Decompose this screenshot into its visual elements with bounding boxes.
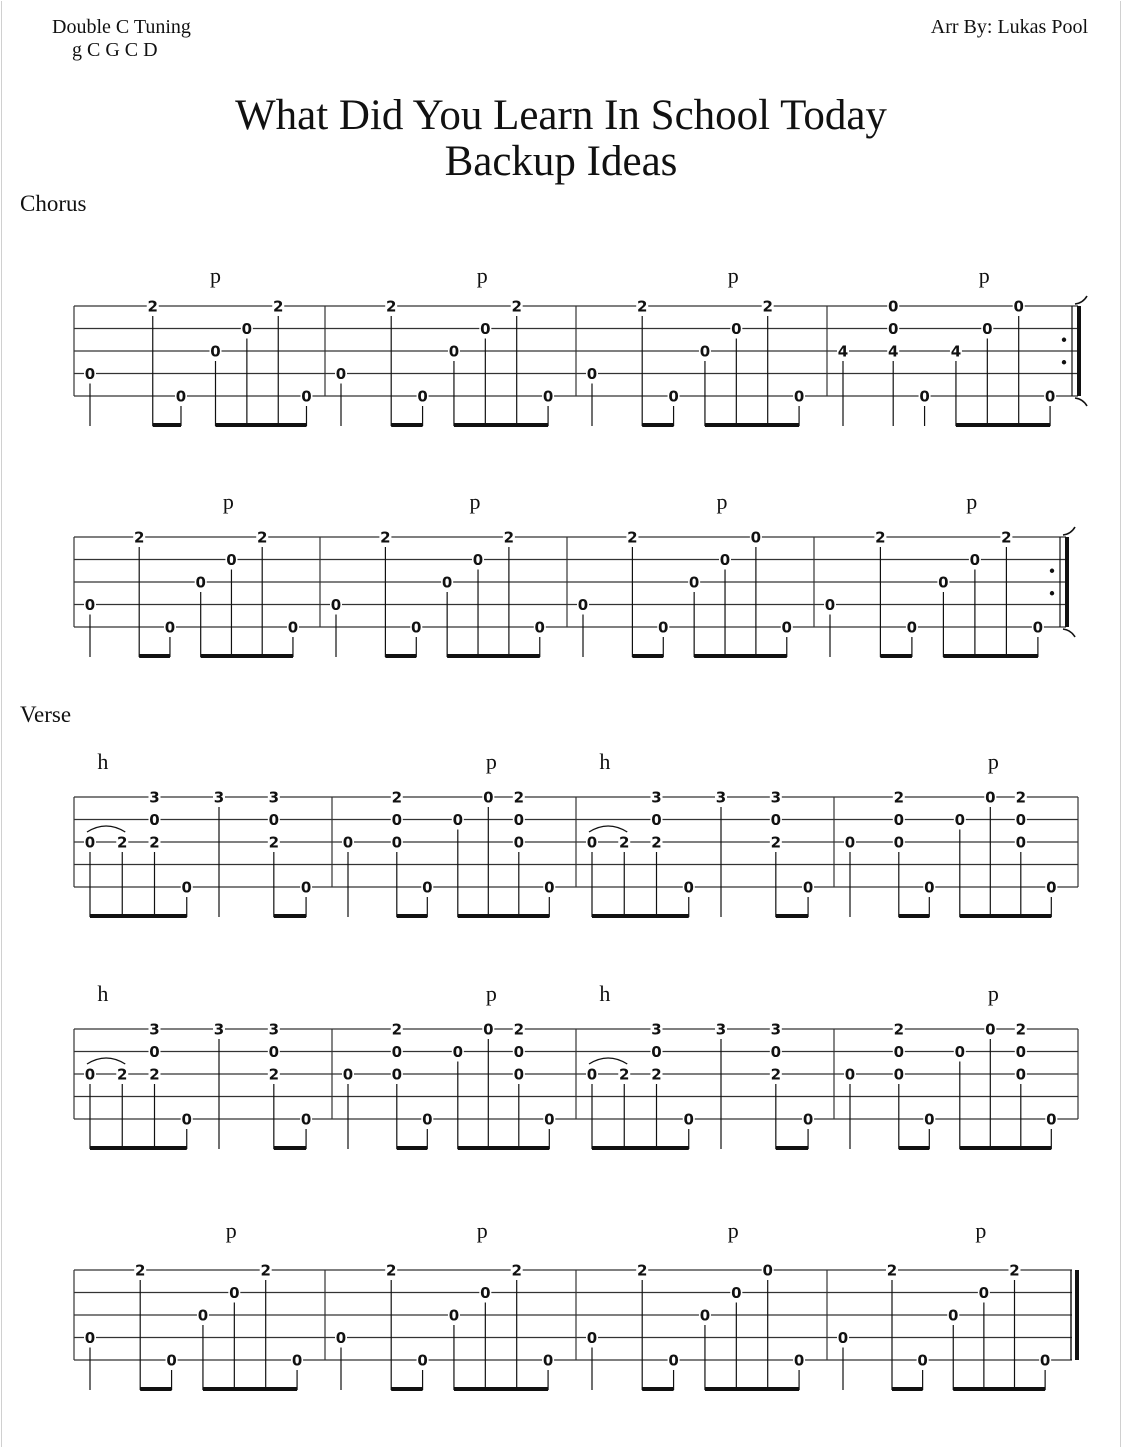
fret-number: 0 xyxy=(683,1110,694,1129)
hammer-on-mark: h xyxy=(97,749,109,774)
fret-number: 0 xyxy=(84,365,96,383)
fret-number: 0 xyxy=(837,1329,849,1347)
fret-number: 0 xyxy=(391,1065,403,1084)
fret-number: 0 xyxy=(472,551,484,569)
repeat-dot xyxy=(1062,360,1066,364)
fret-number: 0 xyxy=(452,1043,464,1061)
fret-number: 0 xyxy=(586,1065,598,1084)
fret-number: 0 xyxy=(513,1043,525,1061)
note-beam xyxy=(632,654,663,658)
fret-number: 0 xyxy=(938,573,949,592)
fret-number: 0 xyxy=(542,1351,554,1370)
slur-arc xyxy=(589,826,627,832)
fret-number: 2 xyxy=(651,1065,662,1084)
note-beam xyxy=(139,654,170,658)
fret-number: 2 xyxy=(893,1020,905,1039)
note-beam xyxy=(899,914,930,918)
fret-number: 2 xyxy=(511,1261,522,1280)
fret-number: 2 xyxy=(619,833,630,852)
note-beam xyxy=(216,423,307,427)
fret-number: 3 xyxy=(715,1020,727,1039)
fret-number: 0 xyxy=(651,811,662,829)
note-beam xyxy=(274,914,306,918)
fret-number: 0 xyxy=(417,387,428,406)
fret-number: 0 xyxy=(195,573,206,592)
note-beam xyxy=(892,1387,923,1391)
fret-number: 0 xyxy=(1046,878,1057,897)
fret-number: 0 xyxy=(513,811,525,829)
fret-number: 0 xyxy=(969,551,981,569)
fret-number: 0 xyxy=(175,387,187,406)
fret-number: 0 xyxy=(844,833,856,852)
fret-number: 0 xyxy=(793,387,805,406)
fret-number: 0 xyxy=(197,1306,209,1325)
fret-number: 2 xyxy=(886,1261,898,1280)
fret-number: 0 xyxy=(330,596,342,614)
fret-number: 0 xyxy=(291,1351,303,1370)
fret-number: 0 xyxy=(982,320,993,338)
hammer-on-mark: h xyxy=(97,981,109,1006)
repeat-wing xyxy=(1063,527,1075,535)
fret-number: 0 xyxy=(1015,1065,1027,1084)
fret-number: 2 xyxy=(268,833,280,852)
fret-number: 3 xyxy=(715,788,727,807)
note-beam xyxy=(776,1146,808,1150)
fret-number: 0 xyxy=(917,1351,928,1370)
fret-number: 2 xyxy=(893,788,905,807)
fret-number: 0 xyxy=(391,811,403,829)
fret-number: 2 xyxy=(133,528,145,547)
fret-number: 0 xyxy=(335,365,347,383)
fret-number: 0 xyxy=(300,878,312,897)
fret-number: 0 xyxy=(750,528,762,547)
note-beam xyxy=(90,1146,187,1150)
fret-number: 0 xyxy=(1015,833,1027,852)
fret-number: 0 xyxy=(483,1020,494,1039)
fret-number: 2 xyxy=(513,788,525,807)
fret-number: 0 xyxy=(287,618,299,637)
fret-number: 0 xyxy=(985,788,996,807)
fret-number: 0 xyxy=(84,833,96,852)
fret-number: 2 xyxy=(385,297,397,316)
fret-number: 2 xyxy=(1009,1261,1020,1280)
fret-number: 0 xyxy=(1044,387,1056,406)
fret-number: 0 xyxy=(422,878,433,897)
pull-off-mark: p xyxy=(210,263,221,288)
pull-off-mark: p xyxy=(987,981,999,1006)
note-beam xyxy=(140,1387,171,1391)
fret-number: 0 xyxy=(301,387,312,406)
fret-number: 0 xyxy=(954,1043,966,1061)
fret-number: 2 xyxy=(511,297,522,316)
pull-off-mark: p xyxy=(225,1218,237,1243)
fret-number: 0 xyxy=(719,551,731,569)
note-beam xyxy=(203,1387,297,1391)
fret-number: 0 xyxy=(480,1284,491,1302)
fret-number: 2 xyxy=(134,1261,146,1280)
slur-arc xyxy=(87,1058,125,1064)
slur-arc xyxy=(87,826,125,832)
note-beam xyxy=(385,654,416,658)
fret-number: 0 xyxy=(452,811,464,829)
note-beam xyxy=(642,423,673,427)
fret-number: 2 xyxy=(385,1261,397,1280)
fret-number: 2 xyxy=(770,833,782,852)
note-beam xyxy=(880,654,912,658)
section-label-verse: Verse xyxy=(20,702,72,727)
fret-number: 0 xyxy=(544,1110,555,1129)
fret-number: 0 xyxy=(586,1329,598,1347)
fret-number: 0 xyxy=(586,833,598,852)
fret-number: 0 xyxy=(781,618,792,637)
fret-number: 2 xyxy=(117,833,128,852)
fret-number: 0 xyxy=(978,1284,990,1302)
fret-number: 2 xyxy=(149,833,160,852)
fret-number: 0 xyxy=(84,1329,96,1347)
note-beam xyxy=(391,423,422,427)
fret-number: 0 xyxy=(844,1065,856,1084)
fret-number: 0 xyxy=(84,1065,96,1084)
pull-off-mark: p xyxy=(485,749,497,774)
fret-number: 0 xyxy=(688,573,700,592)
fret-number: 0 xyxy=(181,1110,192,1129)
fret-number: 0 xyxy=(441,573,453,592)
note-beam xyxy=(956,423,1050,427)
note-beam xyxy=(391,1387,422,1391)
note-beam xyxy=(458,914,550,918)
repeat-wing xyxy=(1075,398,1087,406)
fret-number: 3 xyxy=(149,1020,160,1039)
note-beam xyxy=(943,654,1038,658)
fret-number: 2 xyxy=(391,788,403,807)
repeat-dot xyxy=(1062,338,1066,342)
note-beam xyxy=(899,1146,930,1150)
fret-number: 0 xyxy=(1039,1351,1051,1370)
pull-off-mark: p xyxy=(727,263,739,288)
page-title: What Did You Learn In School Today xyxy=(235,92,887,139)
note-beam xyxy=(776,914,808,918)
pull-off-mark: p xyxy=(476,1218,488,1243)
repeat-dot xyxy=(1050,591,1054,595)
pull-off-mark: p xyxy=(987,749,999,774)
tuning-notes: g C G C D xyxy=(72,39,158,61)
fret-number: 2 xyxy=(380,528,391,547)
fret-number: 2 xyxy=(1001,528,1012,547)
arranger-credit: Arr By: Lukas Pool xyxy=(930,16,1088,38)
fret-number: 3 xyxy=(651,788,662,807)
fret-number: 0 xyxy=(762,1261,773,1280)
note-beam xyxy=(90,914,187,918)
pull-off-mark: p xyxy=(975,1218,987,1243)
fret-number: 0 xyxy=(544,878,555,897)
fret-number: 2 xyxy=(513,1020,525,1039)
fret-number: 3 xyxy=(149,788,160,807)
fret-number: 0 xyxy=(1015,811,1027,829)
fret-number: 0 xyxy=(534,618,545,637)
fret-number: 0 xyxy=(513,1065,525,1084)
fret-number: 0 xyxy=(954,811,966,829)
pull-off-mark: p xyxy=(966,489,978,514)
fret-number: 0 xyxy=(802,878,814,897)
pull-off-mark: p xyxy=(727,1218,739,1243)
fret-number: 0 xyxy=(893,1065,905,1084)
note-beam xyxy=(447,654,540,658)
fret-number: 3 xyxy=(770,788,782,807)
fret-number: 0 xyxy=(985,1020,996,1039)
fret-number: 0 xyxy=(268,1043,280,1061)
fret-number: 0 xyxy=(166,1351,177,1370)
fret-number: 0 xyxy=(887,320,899,338)
fret-number: 0 xyxy=(1013,297,1024,316)
fret-number: 0 xyxy=(422,1110,433,1129)
section-label-chorus: Chorus xyxy=(20,191,87,216)
pull-off-mark: p xyxy=(485,981,497,1006)
fret-number: 0 xyxy=(658,618,669,637)
fret-number: 3 xyxy=(213,1020,225,1039)
fret-number: 3 xyxy=(770,1020,782,1039)
note-beam xyxy=(153,423,181,427)
hammer-on-mark: h xyxy=(599,981,611,1006)
fret-number: 4 xyxy=(950,342,962,361)
fret-number: 2 xyxy=(619,1065,630,1084)
fret-number: 0 xyxy=(586,365,598,383)
fret-number: 0 xyxy=(226,551,237,569)
repeat-wing xyxy=(1075,296,1087,304)
page-subtitle: Backup Ideas xyxy=(444,138,678,185)
fret-number: 2 xyxy=(875,528,886,547)
fret-number: 2 xyxy=(627,528,638,547)
fret-number: 4 xyxy=(887,342,899,361)
fret-number: 3 xyxy=(268,1020,280,1039)
fret-number: 0 xyxy=(802,1110,814,1129)
fret-number: 0 xyxy=(919,387,930,406)
fret-number: 0 xyxy=(668,387,679,406)
note-beam xyxy=(642,1387,673,1391)
fret-number: 2 xyxy=(260,1261,271,1280)
fret-number: 0 xyxy=(391,1043,403,1061)
slur-arc xyxy=(589,1058,627,1064)
note-beam xyxy=(592,914,689,918)
repeat-dot xyxy=(1050,569,1054,573)
repeat-wing xyxy=(1063,629,1075,637)
fret-number: 2 xyxy=(1015,1020,1027,1039)
fret-number: 0 xyxy=(241,320,253,338)
fret-number: 0 xyxy=(542,387,554,406)
fret-number: 0 xyxy=(906,618,918,637)
fret-number: 0 xyxy=(342,833,354,852)
fret-number: 3 xyxy=(268,788,280,807)
note-beam xyxy=(397,1146,428,1150)
fret-number: 0 xyxy=(770,1043,782,1061)
fret-number: 0 xyxy=(391,833,403,852)
fret-number: 0 xyxy=(149,1043,160,1061)
pull-off-mark: p xyxy=(222,489,234,514)
fret-number: 2 xyxy=(391,1020,403,1039)
fret-number: 0 xyxy=(335,1329,347,1347)
fret-number: 3 xyxy=(213,788,225,807)
fret-number: 0 xyxy=(770,811,782,829)
fret-number: 0 xyxy=(448,1306,460,1325)
fret-number: 2 xyxy=(268,1065,280,1084)
fret-number: 0 xyxy=(417,1351,428,1370)
fret-number: 2 xyxy=(1015,788,1027,807)
fret-number: 0 xyxy=(793,1351,805,1370)
fret-number: 0 xyxy=(924,878,935,897)
fret-number: 2 xyxy=(770,1065,782,1084)
fret-number: 0 xyxy=(84,596,96,614)
fret-number: 0 xyxy=(181,878,192,897)
hammer-on-mark: h xyxy=(599,749,611,774)
note-beam xyxy=(960,914,1052,918)
fret-number: 0 xyxy=(1046,1110,1057,1129)
fret-number: 0 xyxy=(1032,618,1044,637)
fret-number: 0 xyxy=(229,1284,240,1302)
fret-number: 0 xyxy=(164,618,176,637)
fret-number: 0 xyxy=(893,833,905,852)
note-beam xyxy=(592,1146,689,1150)
note-beam xyxy=(705,1387,799,1391)
fret-number: 0 xyxy=(731,320,742,338)
fret-number: 4 xyxy=(837,342,849,361)
fret-number: 0 xyxy=(668,1351,679,1370)
fret-number: 0 xyxy=(731,1284,742,1302)
pull-off-mark: p xyxy=(476,263,488,288)
fret-number: 0 xyxy=(342,1065,354,1084)
fret-number: 0 xyxy=(300,1110,312,1129)
fret-number: 2 xyxy=(762,297,773,316)
fret-number: 0 xyxy=(948,1306,959,1325)
fret-number: 0 xyxy=(149,811,160,829)
fret-number: 0 xyxy=(924,1110,935,1129)
fret-number: 0 xyxy=(893,1043,905,1061)
fret-number: 2 xyxy=(117,1065,128,1084)
fret-number: 0 xyxy=(411,618,422,637)
fret-number: 2 xyxy=(503,528,515,547)
fret-number: 2 xyxy=(149,1065,160,1084)
fret-number: 0 xyxy=(513,833,525,852)
fret-number: 0 xyxy=(824,596,836,614)
note-beam xyxy=(705,423,799,427)
fret-number: 2 xyxy=(273,297,284,316)
fret-number: 0 xyxy=(448,342,460,361)
fret-number: 0 xyxy=(480,320,491,338)
fret-number: 0 xyxy=(683,878,694,897)
note-beam xyxy=(274,1146,306,1150)
note-beam xyxy=(694,654,787,658)
pull-off-mark: p xyxy=(469,489,481,514)
fret-number: 2 xyxy=(636,1261,648,1280)
note-beam xyxy=(454,1387,548,1391)
fret-number: 0 xyxy=(577,596,589,614)
note-beam xyxy=(454,423,548,427)
fret-number: 2 xyxy=(651,833,662,852)
fret-number: 0 xyxy=(699,1306,711,1325)
note-beam xyxy=(953,1387,1045,1391)
pull-off-mark: p xyxy=(716,489,728,514)
fret-number: 0 xyxy=(651,1043,662,1061)
fret-number: 2 xyxy=(147,297,158,316)
fret-number: 0 xyxy=(210,342,221,361)
fret-number: 2 xyxy=(256,528,268,547)
note-beam xyxy=(201,654,293,658)
fret-number: 0 xyxy=(483,788,494,807)
note-beam xyxy=(458,1146,550,1150)
tuning-name: Double C Tuning xyxy=(52,16,191,38)
fret-number: 0 xyxy=(699,342,711,361)
fret-number: 0 xyxy=(268,811,280,829)
pull-off-mark: p xyxy=(978,263,990,288)
fret-number: 0 xyxy=(893,811,905,829)
fret-number: 0 xyxy=(1015,1043,1027,1061)
note-beam xyxy=(397,914,428,918)
note-beam xyxy=(960,1146,1052,1150)
fret-number: 2 xyxy=(636,297,648,316)
fret-number: 3 xyxy=(651,1020,662,1039)
fret-number: 0 xyxy=(887,297,899,316)
